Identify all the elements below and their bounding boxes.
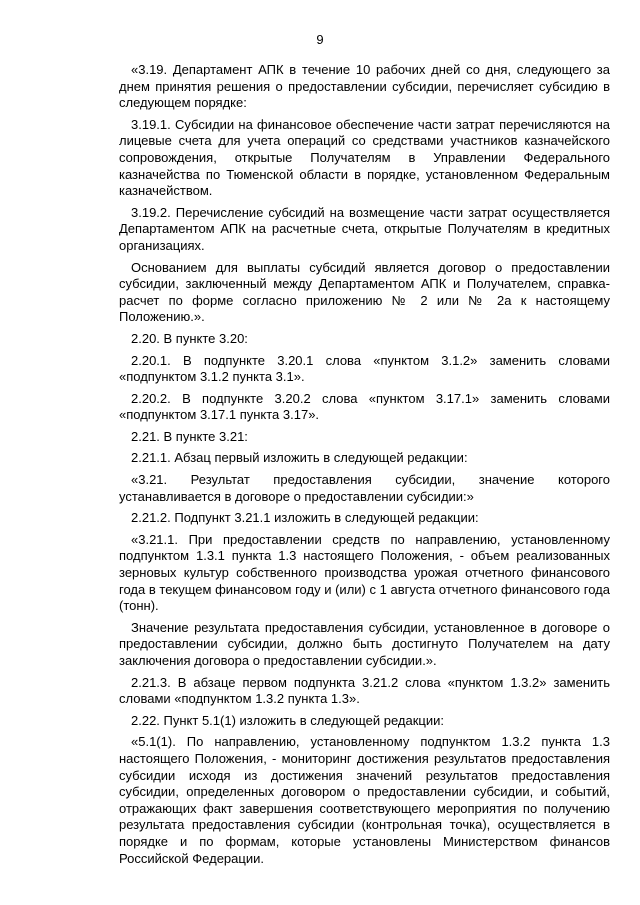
paragraph-2-21-1: 2.21.1. Абзац первый изложить в следующей редакции: — [131, 450, 468, 466]
paragraph-3-19-2: 3.19.2. Перечисление субсидий на возмещение части затрат осуществляется Департаментом АПК на расчетные счета, открытые Получателям в кредитных организациях. — [119, 204, 610, 253]
page-number: 9 — [316, 32, 324, 47]
paragraph-2-21-3: 2.21.3. В абзаце первом подпункта 3.21.2 слова «пунктом 1.3.2» заменить словами «подпунктом 1.3.2 пункта 1.3». — [119, 674, 610, 707]
paragraph-3-19-1: 3.19.1. Субсидии на финансовое обеспечение части затрат перечисляются на лицевые счета для учета операций со средствами участников казначейского сопровождения, открытые Получателям в Управлении Федерального казначейства по Тюменской области в порядке, установленном Федеральным казначейством. — [119, 116, 610, 199]
paragraph-3-19: «3.19. Департамент АПК в течение 10 рабочих дней со дня, следующего за днем принятия решения о предоставлении субсидии, перечисляет субсидию в следующем порядке: — [119, 62, 610, 111]
paragraph-2-21: 2.21. В пункте 3.21: — [131, 428, 248, 444]
paragraph-2-20-1: 2.20.1. В подпункте 3.20.1 слова «пунктом 3.1.2» заменить словами «подпунктом 3.1.2 пункта 3.1». — [119, 352, 610, 385]
paragraph-5-1-1: «5.1(1). По направлению, установленному подпунктом 1.3.2 пункта 1.3 настоящего Положения, - мониторинг достижения результатов предоставления субсидии исходя из достижения значений результатов предоставления субсидии, определенных договором о предоставлении субсидии, и событий, отражающих факт завершения соответствующего мероприятия по получению результата предоставления субсидии (контрольная точка), осуществляется в порядке и по формам, которые установлены Министерством финансов Российской Федерации. — [119, 734, 610, 866]
paragraph-result-value: Значение результата предоставления субсидии, установленное в договоре о предоставлении субсидии, должно быть достигнуто Получателем на дату заключения договора о предоставлении субсидии.». — [119, 619, 610, 668]
paragraph-2-22: 2.22. Пункт 5.1(1) изложить в следующей редакции: — [131, 712, 445, 728]
document-body — [119, 62, 610, 867]
paragraph-3-21-1: «3.21.1. При предоставлении средств по направлению, установленному подпунктом 1.3.1 пункта 1.3 настоящего Положения, - объем реализованных зерновых культур собственного производства урожая отчетного финансового года в текущем финансовом году и (или) с 1 августа отчетного финансового года (тонн). — [119, 531, 610, 614]
paragraph-2-21-2: 2.21.2. Подпункт 3.21.1 изложить в следующей редакции: — [131, 510, 479, 526]
paragraph-payment-basis: Основанием для выплаты субсидий является договор о предоставлении субсидии, заключенный между Департаментом АПК и Получателем, справка-расчет по форме согласно приложению № 2 или № 2а к настоящему Положению.». — [119, 259, 610, 325]
paragraph-2-20-2: 2.20.2. В подпункте 3.20.2 слова «пунктом 3.17.1» заменить словами «подпунктом 3.17.1 пункта 3.17». — [119, 390, 610, 423]
paragraph-2-20: 2.20. В пункте 3.20: — [131, 330, 248, 346]
paragraph-3-21: «3.21. Результат предоставления субсидии, значение которого устанавливается в договоре о предоставлении субсидии:» — [119, 472, 610, 504]
